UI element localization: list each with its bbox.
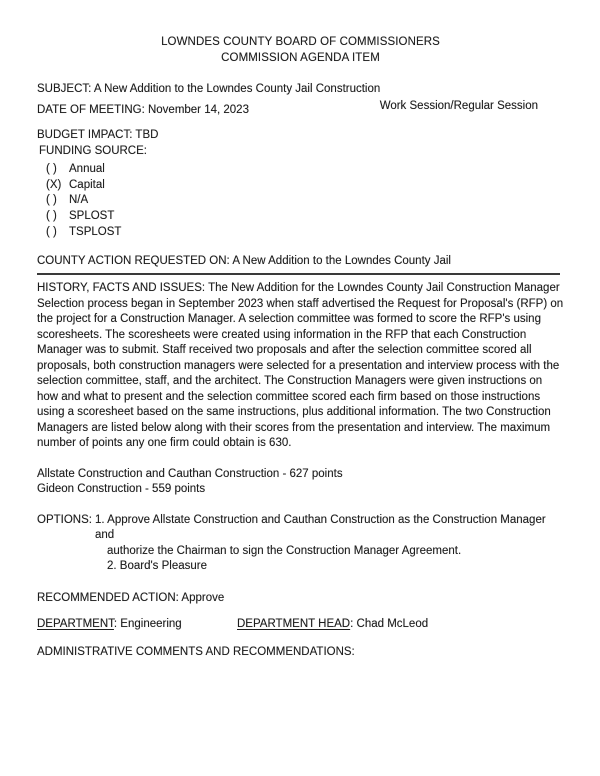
funding-option-tsplost — [37, 225, 564, 241]
department-row — [37, 617, 564, 633]
county-action-label: COUNTY ACTION REQUESTED ON: — [37, 254, 230, 267]
subject-value: A New Addition to the Lowndes County Jail Construction — [93, 83, 381, 95]
county-action-value: A New Addition to the Lowndes County Jail — [232, 254, 451, 267]
option-2: 2. Board's Pleasure — [107, 560, 208, 573]
checkbox-mark-capital-checked: (X) — [46, 178, 62, 191]
funding-option-label-na: N/A — [69, 194, 89, 207]
scores-block — [37, 467, 564, 498]
funding-option-label-capital: Capital — [69, 178, 105, 191]
session-type: Work Session/Regular Session — [379, 99, 538, 112]
meeting-date-value: November 14, 2023 — [147, 103, 249, 116]
county-action-line — [37, 254, 560, 276]
score-line-allstate-cauthan: Allstate Construction and Cauthan Construction - 627 points — [37, 467, 343, 480]
funding-option-label-annual: Annual — [69, 163, 105, 175]
recommended-action-label: RECOMMENDED ACTION: — [37, 591, 179, 604]
meeting-date-label: DATE OF MEETING: — [37, 103, 145, 116]
history-label: HISTORY, FACTS AND ISSUES: — [37, 282, 206, 295]
budget-impact-label: BUDGET IMPACT: — [37, 129, 133, 141]
funding-source-label: FUNDING SOURCE: — [39, 144, 147, 157]
document-header — [37, 35, 564, 66]
funding-option-label-splost: SPLOST — [69, 210, 115, 223]
history-facts-paragraph — [37, 281, 564, 452]
checkbox-mark-na: ( ) — [46, 194, 57, 207]
option-1-line-2: authorize the Chairman to sign the Construction Manager Agreement. — [107, 544, 462, 557]
org-title: LOWNDES COUNTY BOARD OF COMMISSIONERS — [161, 36, 440, 48]
funding-option-label-tsplost: TSPLOST — [69, 225, 122, 238]
budget-impact-value: TBD — [135, 129, 159, 141]
meeting-date — [37, 103, 249, 119]
funding-option-na — [37, 193, 564, 209]
department-head-separator: : — [350, 618, 354, 631]
score-line-gideon: Gideon Construction - 559 points — [37, 483, 206, 496]
funding-options-list — [37, 162, 564, 241]
subject-label: SUBJECT: — [37, 83, 92, 95]
department-head-label: DEPARTMENT HEAD — [237, 618, 351, 631]
department-cell — [37, 617, 237, 633]
administrative-comments-heading: ADMINISTRATIVE COMMENTS AND RECOMMENDATIONS: — [37, 645, 355, 658]
document-type-title: COMMISSION AGENDA ITEM — [221, 51, 380, 64]
history-text: The New Addition for the Lowndes County Jail Construction Manager Selection process began in September 2023 when staff advertised the Request for Proposal's (RFP) on the project for a Construction Manager. A selection committee was formed to score the RFP's using scoresheets. The scoresheets were created using information in the RFP that each Construction Manager was to submit. Staff received two proposals and after the selection committee scored all proposals, both construction managers were selected for a presentation and interview process with the selection committee, staff, and the architect. The Construction Managers were given instructions on how and what to present and the selection committee scored each firm based on those instructions using a scoresheet based on the same instructions, plus additional information. The two Construction Managers are listed below along with their scores from the presentation and interview. The maximum number of points any one firm could obtain is 630. — [37, 282, 564, 450]
meeting-date-row — [37, 99, 564, 119]
recommended-action-line — [37, 591, 564, 607]
subject-line — [37, 82, 564, 98]
funding-option-capital — [37, 178, 564, 194]
funding-option-annual — [37, 162, 564, 178]
funding-option-splost — [37, 209, 564, 225]
recommended-action-value: Approve — [181, 591, 225, 604]
checkbox-mark-annual: ( ) — [46, 163, 57, 175]
department-head-cell — [237, 617, 428, 633]
department-value: Engineering — [120, 618, 182, 631]
checkbox-mark-splost: ( ) — [46, 210, 57, 223]
options-items — [95, 513, 564, 575]
department-separator: : — [113, 618, 118, 631]
options-block — [37, 513, 564, 575]
budget-impact-line — [37, 128, 564, 144]
option-1-line-1: 1. Approve Allstate Construction and Cauthan Construction as the Construction Manager and — [95, 513, 546, 542]
department-label: DEPARTMENT — [37, 618, 114, 631]
department-head-value: Chad McLeod — [356, 618, 429, 631]
checkbox-mark-tsplost: ( ) — [46, 225, 57, 238]
options-label: OPTIONS: — [37, 513, 92, 526]
